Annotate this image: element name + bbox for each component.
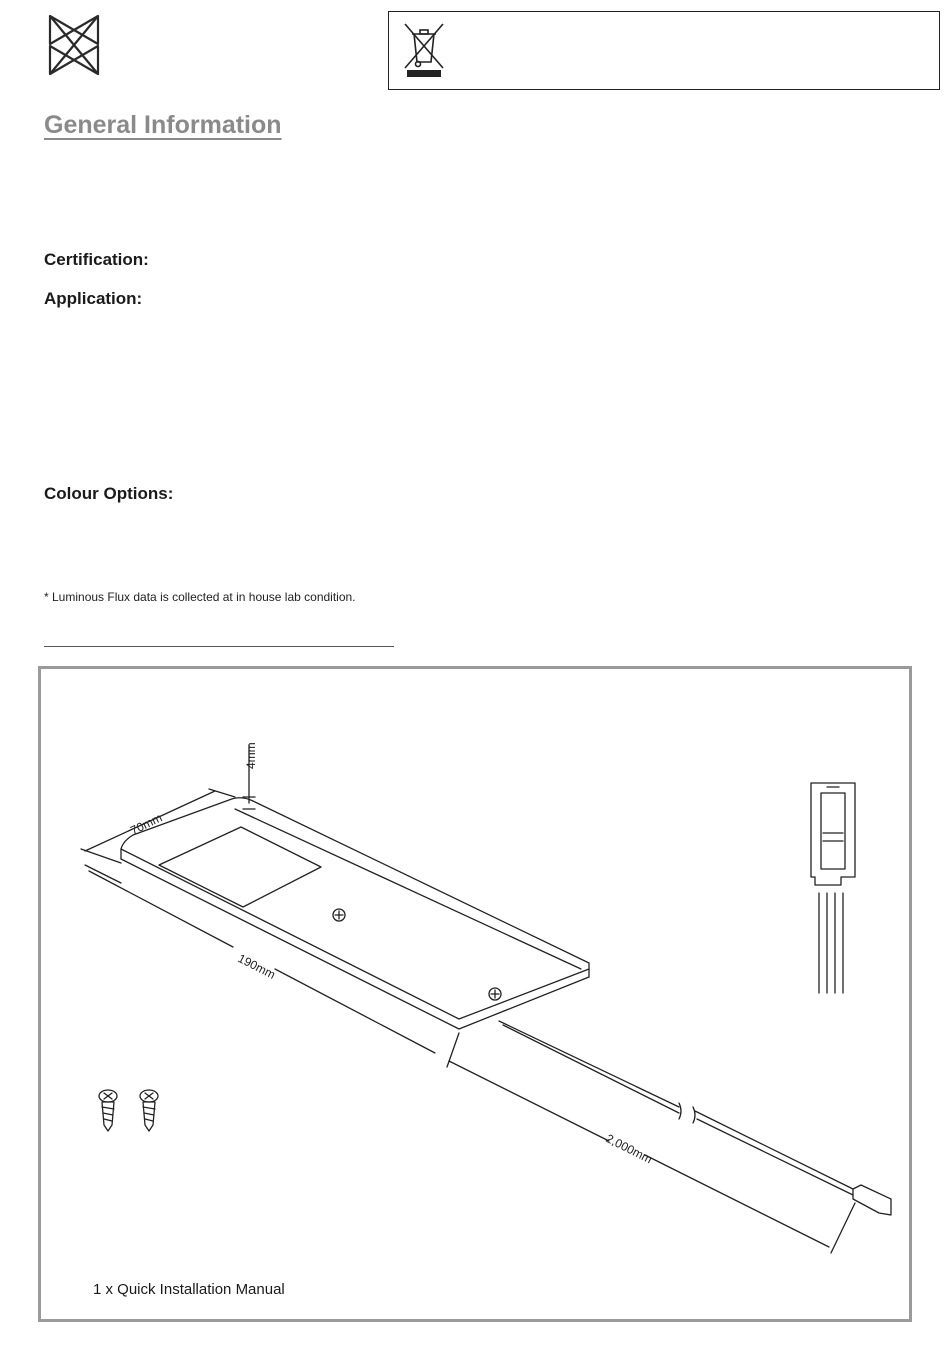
dim-cable-label: 2,000mm bbox=[603, 1131, 655, 1167]
luminous-flux-footnote: * Luminous Flux data is collected at in house lab condition. bbox=[44, 590, 356, 604]
dim-height-label: 4mm bbox=[244, 742, 258, 769]
panel-outline bbox=[121, 798, 589, 977]
product-dimension-drawing bbox=[41, 669, 909, 1319]
connector-plug-icon bbox=[811, 783, 855, 993]
dim-width-label: 70mm bbox=[128, 810, 165, 838]
certification-label: Certification: bbox=[44, 250, 149, 269]
light-window bbox=[159, 827, 321, 907]
cable bbox=[499, 1021, 679, 1107]
crossed-out-wheelie-bin-icon bbox=[403, 20, 445, 80]
weee-notice-box bbox=[388, 11, 940, 90]
dim-length-label: 190mm bbox=[235, 951, 278, 982]
colour-options-label: Colour Options: bbox=[44, 484, 174, 503]
screw-icon bbox=[99, 1090, 117, 1131]
screw-icon bbox=[140, 1090, 158, 1131]
application-label: Application: bbox=[44, 289, 143, 308]
cable-end-connector bbox=[853, 1185, 891, 1215]
section-divider bbox=[44, 646, 394, 647]
page-title: General Information bbox=[44, 111, 282, 139]
product-diagram-box bbox=[38, 666, 912, 1322]
brand-logo-icon bbox=[46, 14, 102, 76]
manual-included-note: 1 x Quick Installation Manual bbox=[93, 1281, 285, 1298]
